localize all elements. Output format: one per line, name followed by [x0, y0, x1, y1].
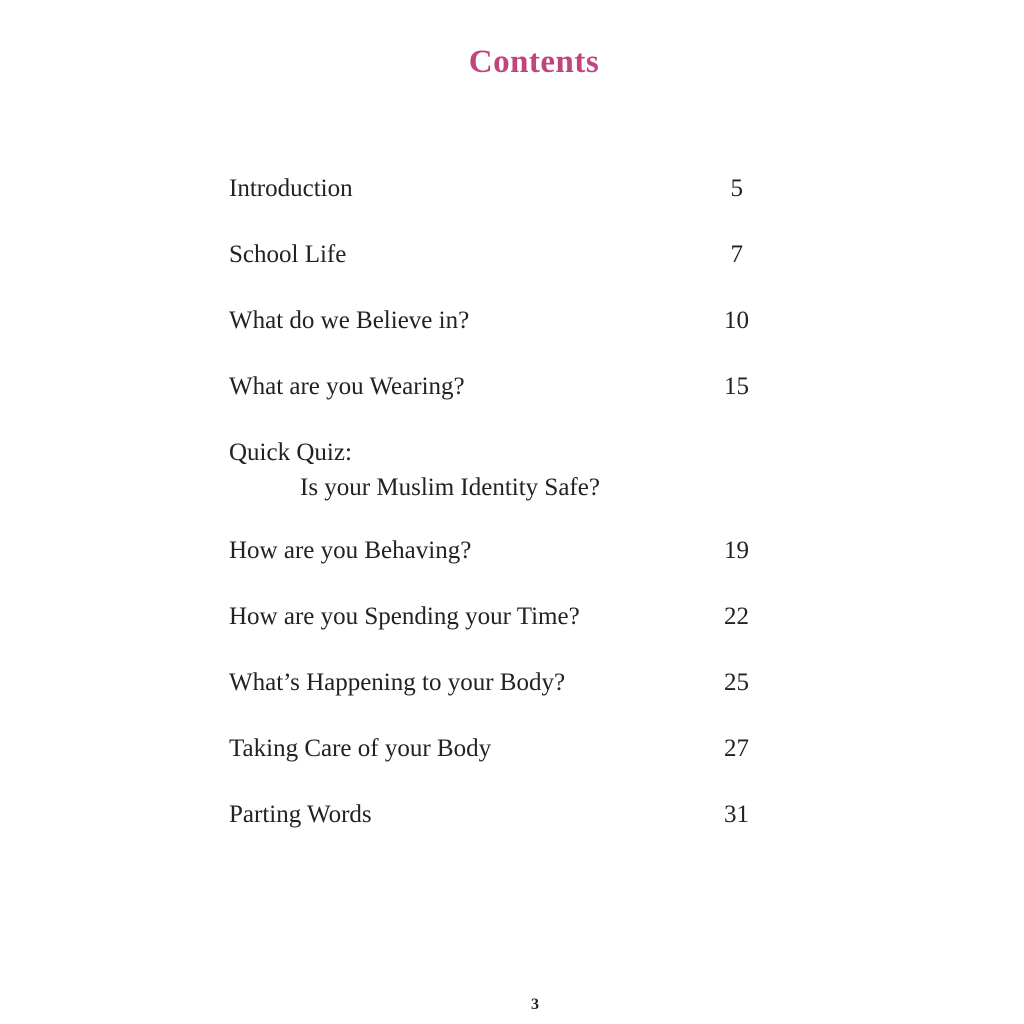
toc-entry-label: How are you Behaving? [229, 537, 472, 564]
toc-entry-page: 5 [730, 175, 743, 202]
page-number: 3 [531, 996, 539, 1013]
toc-entry-label: School Life [229, 241, 347, 268]
toc-entry-body-changes [229, 666, 749, 699]
toc-entry-beliefs [229, 304, 749, 337]
toc-entry-label: What do we Believe in? [229, 307, 470, 334]
toc-entry-quick-quiz-subtitle [229, 471, 749, 504]
toc-entry-page: 7 [730, 241, 743, 268]
toc-entry-page: 25 [724, 669, 749, 696]
toc-entry-sublabel: Is your Muslim Identity Safe? [300, 474, 600, 501]
page-title: Contents [468, 44, 600, 80]
toc-entry-spending-time [229, 600, 749, 633]
toc-entry-introduction [229, 172, 749, 205]
toc-entry-page: 19 [724, 537, 749, 564]
toc-entry-page: 31 [724, 801, 749, 828]
toc-entry-quick-quiz [229, 436, 749, 469]
toc-entry-label: Parting Words [229, 801, 372, 828]
toc-entry-label: Quick Quiz: [229, 439, 352, 466]
toc-entry-school-life [229, 238, 749, 271]
toc-entry-behaving [229, 534, 749, 567]
toc-entry-page: 22 [724, 603, 749, 630]
toc-entry-page: 15 [724, 373, 749, 400]
toc-entry-parting-words [229, 798, 749, 831]
toc-entry-body-care [229, 732, 749, 765]
toc-entry-page: 10 [724, 307, 749, 334]
toc-entry-label: How are you Spending your Time? [229, 603, 580, 630]
toc-entry-label: What are you Wearing? [229, 373, 465, 400]
toc-entry-page: 27 [724, 735, 749, 762]
toc-entry-label: Taking Care of your Body [229, 735, 492, 762]
toc-entry-label: Introduction [229, 175, 353, 202]
toc-entry-label: What’s Happening to your Body? [229, 669, 566, 696]
toc-entry-wearing [229, 370, 749, 403]
